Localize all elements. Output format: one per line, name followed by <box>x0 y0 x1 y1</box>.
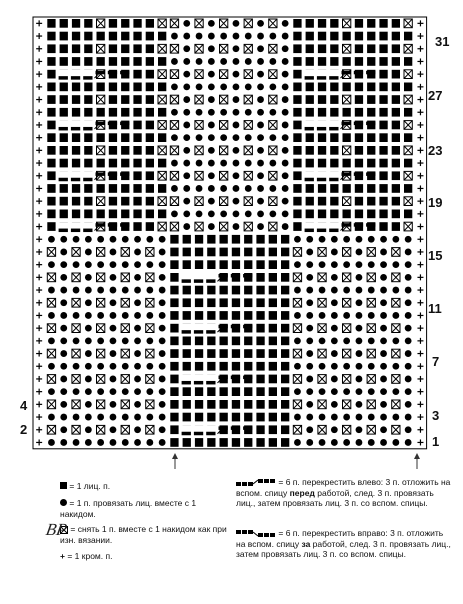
legend-cable-right-text-a: = 6 п. перекрестить вправо: 3 п. отложить на вспом. спицу <box>236 528 444 549</box>
row-label-27: 27 <box>428 88 443 103</box>
legend-cable-right <box>236 528 451 560</box>
column-arrow-left <box>170 452 180 470</box>
legend-cable-right-text-b: за <box>301 538 311 549</box>
legend-cable-left-text-a: = 6 п. перекрестить влево: 3 п. отложить на вспом. спицу <box>236 477 451 498</box>
dot-symbol-icon <box>60 499 67 506</box>
legend-twisted <box>60 498 230 519</box>
legend-edge <box>60 551 230 562</box>
row-label-1: 1 <box>432 434 440 449</box>
row-label-2: 2 <box>20 422 28 437</box>
cable-left-icon <box>236 478 276 487</box>
legend-slip-text: = снять 1 п. вместе с 1 накидом как при изн. вязании. <box>60 524 227 545</box>
edge-symbol-icon: + <box>60 551 65 561</box>
row-label-15: 15 <box>428 248 443 263</box>
row-label-23: 23 <box>428 143 443 158</box>
legend-knit-text: = 1 лиц. п. <box>69 481 111 491</box>
row-label-4: 4 <box>20 398 28 413</box>
legend-cable-left-text-c: работой, след. 3 п. провязать лиц., затем провязать лиц. 3 п. со вспом. спицы. <box>236 487 434 508</box>
legend-cable-left <box>236 477 451 509</box>
cable-right-icon <box>236 529 276 538</box>
row-label-31: 31 <box>435 34 450 49</box>
row-label-19: 19 <box>428 195 443 210</box>
knit-symbol-icon <box>60 482 67 489</box>
row-label-7: 7 <box>432 354 440 369</box>
legend-cable-left-text-b: перед <box>289 487 315 498</box>
legend-knit <box>60 481 230 492</box>
column-arrow-right <box>412 452 422 470</box>
legend-slip <box>60 524 230 545</box>
legend-twisted-text: = 1 п. провязать лиц. вместе с 1 накидом. <box>60 498 197 519</box>
watermark-signature: BP <box>44 520 69 539</box>
legend-cable-right-text-c: работой, след. 3 п. провязать лиц., затем провязать лиц. 3 п. со вспом. спицы. <box>236 538 451 559</box>
legend-edge-text: = 1 кром. п. <box>67 551 113 561</box>
row-label-3: 3 <box>432 408 440 423</box>
row-label-11: 11 <box>428 301 442 316</box>
